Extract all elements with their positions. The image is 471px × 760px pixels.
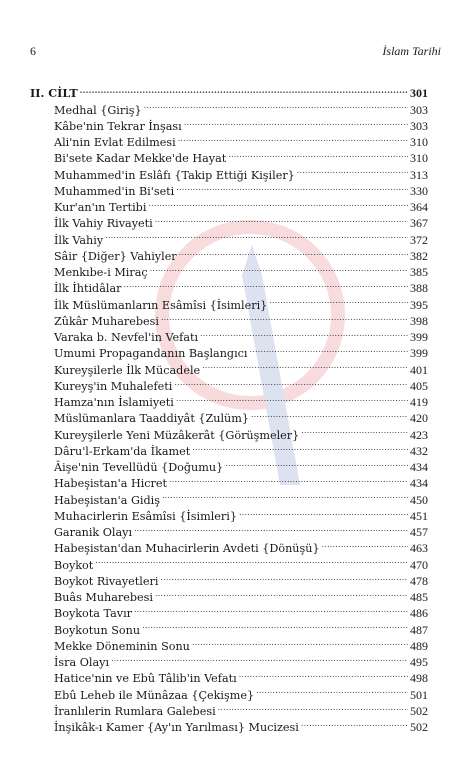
- toc-entry-page: 486: [410, 606, 428, 621]
- toc-entry-title: Mekke Döneminin Sonu: [54, 639, 190, 653]
- toc-entry-title: İranlılerin Rumlara Galebesi: [54, 704, 216, 718]
- toc-entry-page: 398: [410, 313, 428, 328]
- dot-leader: [200, 325, 408, 341]
- toc-entry-page: 385: [410, 265, 428, 279]
- toc-entry-page: 367: [410, 216, 428, 231]
- dot-leader: [178, 130, 408, 146]
- toc-entry-title: Dâru'l-Erkam'da İkamet: [54, 444, 191, 458]
- toc-entry-title: Boykota Tavır: [54, 607, 133, 621]
- table-of-contents: [30, 81, 428, 734]
- toc-entry-page: 451: [410, 508, 428, 523]
- dot-leader: [301, 422, 408, 438]
- dot-leader: [144, 97, 408, 113]
- toc-entry-title: Kureyşilerle Yeni Müzâkerât {Görüşmeler}: [54, 428, 300, 442]
- toc-entry-title: Habeşistan'a Gidiş: [54, 493, 160, 507]
- toc-entry-page: 501: [410, 687, 428, 702]
- toc-entry-title: Kureyş'in Muhalefeti: [54, 379, 173, 393]
- dot-leader: [155, 585, 408, 601]
- dot-leader: [297, 162, 408, 178]
- dot-leader: [256, 682, 408, 698]
- toc-entry-page: 489: [410, 638, 428, 653]
- dot-leader: [218, 699, 408, 715]
- dot-leader: [184, 114, 408, 130]
- toc-entry-page: 405: [410, 378, 428, 393]
- toc-entry-title: Muhacirlerin Esâmîsi {İsimleri}: [54, 509, 237, 523]
- toc-entry-page: 434: [410, 476, 428, 491]
- toc-entry-title: Varaka b. Nevfel'in Vefatı: [54, 331, 199, 344]
- toc-entry-title: Boykot: [54, 558, 94, 572]
- toc-entry-title: Kâbe'nin Tekrar İnşası: [54, 119, 182, 133]
- dot-leader: [192, 439, 408, 455]
- toc-entry-page: 372: [410, 232, 428, 247]
- dot-leader: [150, 260, 408, 276]
- dot-leader: [123, 276, 408, 292]
- dot-leader: [105, 227, 408, 243]
- toc-entry-page: 401: [410, 362, 428, 377]
- toc-entry-title: İlk Vahiy Rivayeti: [54, 217, 153, 231]
- toc-entry-page: 313: [410, 167, 428, 182]
- toc-entry-page: 310: [410, 135, 428, 149]
- toc-entry-page: 485: [410, 590, 428, 604]
- dot-leader: [225, 455, 408, 471]
- toc-entry-page: 487: [410, 622, 428, 637]
- toc-entry-page: 388: [410, 281, 428, 296]
- toc-entry-title: Medhal {Giriş}: [54, 103, 142, 117]
- dot-leader: [95, 552, 408, 568]
- toc-entry-title: Hatice'nin ve Ebû Tâlib'in Vefatı: [54, 672, 237, 686]
- toc-entry-page: 457: [410, 525, 428, 539]
- toc-entry-page: 382: [410, 248, 428, 263]
- running-head: [30, 44, 441, 60]
- toc-entry-title: Boykotun Sonu: [54, 623, 141, 637]
- toc-entry: [30, 97, 428, 117]
- dot-leader: [179, 244, 408, 260]
- dot-leader: [228, 146, 408, 162]
- toc-entry-title: Habeşistan'a Hicret: [54, 477, 168, 491]
- dot-leader: [162, 487, 408, 503]
- toc-entry-title: Kur'an'ın Tertibi: [54, 201, 147, 214]
- toc-entry-title: Menkıbe-i Miraç: [54, 266, 148, 279]
- dot-leader: [174, 374, 408, 390]
- toc-entry-page: 495: [410, 655, 428, 669]
- toc-entry-page: 399: [410, 330, 428, 344]
- dot-leader: [176, 179, 408, 195]
- dot-leader: [192, 634, 408, 650]
- toc-entry-page: 420: [410, 411, 428, 426]
- dot-leader: [250, 341, 408, 357]
- dot-leader: [134, 520, 408, 536]
- toc-entry-page: 303: [410, 118, 428, 133]
- dot-leader: [301, 715, 408, 731]
- toc-entry-page: 463: [410, 541, 428, 556]
- toc-entry-title: Kureyşilerle İlk Mücadele: [54, 363, 201, 377]
- toc-entry-page: 310: [410, 151, 428, 166]
- toc-entry-title: Habeşistan'dan Muhacirlerin Avdeti {Dönüşü}: [54, 542, 320, 556]
- toc-section-page: 301: [410, 86, 428, 101]
- toc-entry-page: 478: [410, 573, 428, 588]
- toc-entry-title: Bi'sete Kadar Mekke'de Hayat: [54, 152, 227, 166]
- toc-entry-title: Müslümanlara Taaddiyât {Zulüm}: [54, 412, 249, 426]
- toc-entry-page: 330: [410, 183, 428, 198]
- toc-entry-page: 502: [410, 720, 428, 734]
- dot-leader: [161, 309, 408, 325]
- toc-entry-title: Buâs Muharebesi: [54, 591, 153, 604]
- book-title: İslam Tarihi: [382, 44, 441, 58]
- toc-entry-title: Ali'nin Evlat Edilmesi: [54, 136, 176, 149]
- toc-entry-page: 395: [410, 297, 428, 312]
- toc-entry-title: İlk Vahiy: [54, 233, 104, 247]
- toc-entry-page: 432: [410, 443, 428, 458]
- toc-entry-page: 502: [410, 703, 428, 718]
- page-number: 6: [30, 44, 36, 58]
- toc-section-heading: [30, 81, 428, 101]
- dot-leader: [322, 536, 408, 552]
- toc-section-title: II. CİLT: [30, 86, 78, 101]
- dot-leader: [202, 357, 408, 373]
- toc-entry-page: 450: [410, 492, 428, 507]
- toc-entry-page: 434: [410, 460, 428, 474]
- dot-leader: [142, 617, 408, 633]
- toc-entry-title: Ebû Leheb ile Münâzaa {Çekişme}: [54, 688, 255, 702]
- toc-entry-title: Hamza'nın İslamiyeti: [54, 396, 174, 409]
- dot-leader: [239, 504, 408, 520]
- toc-entry-title: Sâir {Diğer} Vahiyler: [54, 249, 177, 263]
- toc-entry-title: Zûkâr Muharebesi: [54, 314, 159, 328]
- dot-leader: [176, 390, 408, 406]
- toc-entry-title: İlk İhtidâlar: [54, 282, 122, 296]
- dot-leader: [160, 569, 408, 585]
- toc-entry-title: Muhammed'in Bi'seti: [54, 184, 175, 198]
- toc-entry-title: İnşikâk-ı Kamer {Ay'ın Yarılması} Mucizesi: [54, 721, 299, 734]
- toc-entry-page: 399: [410, 346, 428, 361]
- toc-entry-page: 364: [410, 200, 428, 214]
- dot-leader: [169, 471, 408, 487]
- toc-entry-title: İsra Olayı: [54, 656, 110, 669]
- toc-entry-title: Umumi Propagandanın Başlangıcı: [54, 347, 248, 361]
- dot-leader: [148, 195, 408, 211]
- dot-leader: [155, 211, 408, 227]
- toc-entry-title: Muhammed'in Eslâfı {Takip Ettiği Kişiler}: [54, 168, 295, 182]
- toc-entry-title: İlk Müslümanların Esâmîsi {İsimleri}: [54, 298, 268, 312]
- toc-entry-title: Âişe'nin Tevellüdü {Doğumu}: [54, 461, 224, 474]
- toc-entry-page: 470: [410, 557, 428, 572]
- dot-leader: [134, 601, 408, 617]
- toc-entry-page: 498: [410, 671, 428, 686]
- toc-entry-title: Garanik Olayı: [54, 526, 133, 539]
- toc-entry-page: 303: [410, 102, 428, 117]
- dot-leader: [80, 81, 408, 97]
- dot-leader: [251, 406, 408, 422]
- dot-leader: [239, 666, 408, 682]
- dot-leader: [269, 292, 408, 308]
- toc-entry-title: Boykot Rivayetleri: [54, 574, 159, 588]
- dot-leader: [111, 650, 408, 666]
- toc-entry-page: 419: [410, 395, 428, 409]
- toc-entry-page: 423: [410, 427, 428, 442]
